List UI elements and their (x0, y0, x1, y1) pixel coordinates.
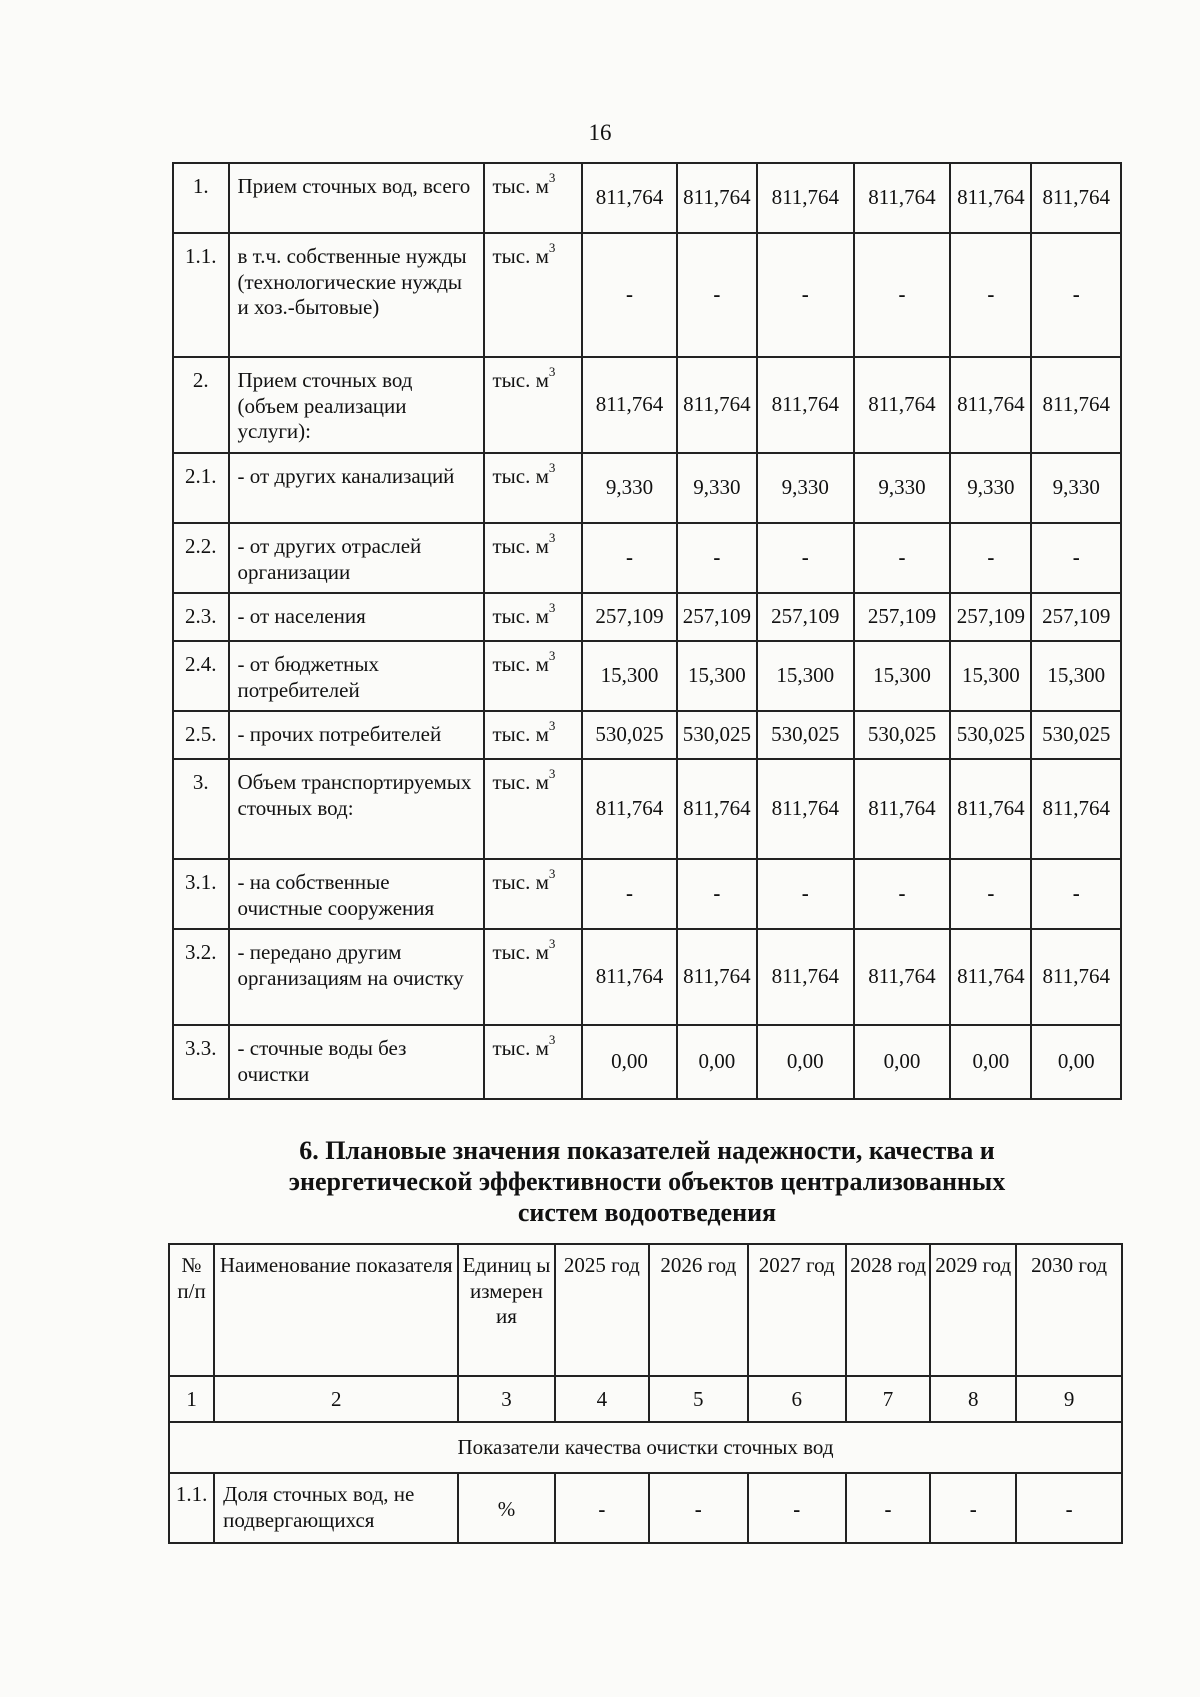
index-cell: 1 (169, 1376, 214, 1422)
row-value: 811,764 (582, 163, 677, 233)
header-year: 2026 год (649, 1244, 747, 1376)
row-value: - (950, 859, 1031, 929)
row-value: - (950, 233, 1031, 357)
row-unit (484, 523, 583, 593)
header-name: Наименование показателя (214, 1244, 458, 1376)
row-name: Объем транспортируемых сточных вод: (229, 759, 484, 859)
unit-text: тыс. м (492, 368, 549, 392)
row-value: - (582, 233, 677, 357)
row-value: - (930, 1473, 1016, 1543)
row-value: 811,764 (677, 163, 757, 233)
row-value: 257,109 (950, 593, 1031, 641)
row-value: - (757, 233, 854, 357)
unit-text: тыс. м (492, 174, 549, 198)
row-value: - (1031, 859, 1121, 929)
row-value: 15,300 (854, 641, 951, 711)
row-value: 15,300 (1031, 641, 1121, 711)
index-cell: 8 (930, 1376, 1016, 1422)
row-value: - (854, 523, 951, 593)
row-value: - (1031, 233, 1121, 357)
row-name: - на собственные очистные сооружения (229, 859, 484, 929)
unit-text: тыс. м (492, 464, 549, 488)
volume-row (173, 641, 1121, 711)
row-value: 811,764 (677, 357, 757, 453)
row-value: 257,109 (854, 593, 951, 641)
volume-row (173, 163, 1121, 233)
volume-row (173, 357, 1121, 453)
volume-row (173, 523, 1121, 593)
row-value: 530,025 (1031, 711, 1121, 759)
unit-superscript: 3 (548, 170, 556, 185)
unit-superscript: 3 (548, 766, 556, 781)
row-name: - сточные воды без очистки (229, 1025, 484, 1099)
row-value: 15,300 (950, 641, 1031, 711)
row-value: - (677, 859, 757, 929)
row-value: 9,330 (582, 453, 677, 523)
volume-row (173, 233, 1121, 357)
volume-row (173, 759, 1121, 859)
row-value: 811,764 (1031, 759, 1121, 859)
unit-superscript: 3 (548, 648, 556, 663)
row-value: 811,764 (950, 759, 1031, 859)
page-number: 16 (588, 120, 612, 145)
row-value: 811,764 (677, 759, 757, 859)
section-heading-line: энергетической эффективности объектов централизованных (288, 1167, 1006, 1197)
row-name: - от населения (229, 593, 484, 641)
row-value: 257,109 (1031, 593, 1121, 641)
row-value: - (677, 233, 757, 357)
row-unit (484, 1025, 583, 1099)
row-unit (484, 357, 583, 453)
header-num (169, 1244, 214, 1376)
row-value: - (950, 523, 1031, 593)
row-value: - (582, 859, 677, 929)
row-value: 9,330 (950, 453, 1031, 523)
row-name: - от бюджетных потребителей (229, 641, 484, 711)
row-unit: % (458, 1473, 554, 1543)
row-value: 811,764 (757, 759, 854, 859)
row-unit (484, 453, 583, 523)
volume-row (173, 1025, 1121, 1099)
row-value: - (846, 1473, 930, 1543)
row-value: - (854, 859, 951, 929)
row-value: 811,764 (854, 929, 951, 1025)
row-value: - (1031, 523, 1121, 593)
row-value: 811,764 (854, 163, 951, 233)
unit-superscript: 3 (548, 240, 556, 255)
header-year: 2025 год (555, 1244, 649, 1376)
index-cell: 2 (214, 1376, 458, 1422)
row-value: 811,764 (582, 357, 677, 453)
row-number: 2.1. (173, 453, 229, 523)
row-value: 9,330 (677, 453, 757, 523)
unit-superscript: 3 (548, 530, 556, 545)
header-row (169, 1244, 1122, 1376)
row-unit (484, 711, 583, 759)
row-value: 9,330 (854, 453, 951, 523)
row-value: 15,300 (582, 641, 677, 711)
row-value: - (748, 1473, 846, 1543)
volume-row (173, 453, 1121, 523)
row-value: 0,00 (677, 1025, 757, 1099)
unit-superscript: 3 (548, 460, 556, 475)
row-number: 2.2. (173, 523, 229, 593)
indicator-row (169, 1473, 1122, 1543)
row-name: Прием сточных вод (объем реализации услуги): (229, 357, 484, 453)
row-value: - (649, 1473, 747, 1543)
volume-row (173, 593, 1121, 641)
row-value: - (677, 523, 757, 593)
unit-superscript: 3 (548, 1032, 556, 1047)
row-value: - (757, 523, 854, 593)
row-name: - от других отраслей организации (229, 523, 484, 593)
row-number: 2.5. (173, 711, 229, 759)
row-value: 811,764 (950, 357, 1031, 453)
row-value: 811,764 (1031, 163, 1121, 233)
row-number: 1.1. (173, 233, 229, 357)
unit-superscript: 3 (548, 866, 556, 881)
header-year: 2028 год (846, 1244, 930, 1376)
volume-table-body (173, 163, 1121, 1099)
row-name: в т.ч. собственные нужды (технологические нужды и хоз.-бытовые) (229, 233, 484, 357)
row-value: 811,764 (677, 929, 757, 1025)
row-name: - передано другим организациям на очистку (229, 929, 484, 1025)
index-cell: 4 (555, 1376, 649, 1422)
row-number: 3.1. (173, 859, 229, 929)
row-value: 811,764 (757, 163, 854, 233)
row-value: 9,330 (1031, 453, 1121, 523)
volume-row (173, 859, 1121, 929)
row-number: 1.1. (169, 1473, 214, 1543)
row-value: - (555, 1473, 649, 1543)
index-cell: 5 (649, 1376, 747, 1422)
row-number: 3.2. (173, 929, 229, 1025)
row-value: 811,764 (950, 929, 1031, 1025)
row-name: - прочих потребителей (229, 711, 484, 759)
row-value: 0,00 (1031, 1025, 1121, 1099)
row-value: - (582, 523, 677, 593)
indicators-table (168, 1243, 1123, 1544)
row-number: 1. (173, 163, 229, 233)
unit-text: тыс. м (492, 1036, 549, 1060)
row-value: 15,300 (677, 641, 757, 711)
header-year: 2030 год (1016, 1244, 1122, 1376)
header-num-line: п/п (177, 1278, 206, 1303)
unit-text: тыс. м (492, 604, 549, 628)
row-value: 811,764 (854, 759, 951, 859)
row-value: 811,764 (1031, 357, 1121, 453)
row-value: 811,764 (757, 357, 854, 453)
row-value: 811,764 (582, 759, 677, 859)
row-value: 530,025 (757, 711, 854, 759)
row-number: 3. (173, 759, 229, 859)
row-value: 811,764 (757, 929, 854, 1025)
section-title: Показатели качества очистки сточных вод (169, 1422, 1122, 1474)
row-number: 2.3. (173, 593, 229, 641)
header-unit: Единиц ы измерен ия (458, 1244, 554, 1376)
row-value: 811,764 (950, 163, 1031, 233)
section-row (169, 1422, 1122, 1474)
row-unit (484, 593, 583, 641)
unit-superscript: 3 (548, 936, 556, 951)
index-cell: 9 (1016, 1376, 1122, 1422)
section-6-heading (172, 1135, 1122, 1229)
row-value: 811,764 (1031, 929, 1121, 1025)
row-value: 0,00 (950, 1025, 1031, 1099)
row-value: - (854, 233, 951, 357)
row-number: 2.4. (173, 641, 229, 711)
row-value: 530,025 (950, 711, 1031, 759)
row-value: 530,025 (854, 711, 951, 759)
section-heading-line: систем водоотведения (517, 1198, 777, 1228)
unit-text: тыс. м (492, 770, 549, 794)
row-name: Доля сточных вод, не подвергающихся (214, 1473, 458, 1543)
row-value: 257,109 (582, 593, 677, 641)
row-value: 0,00 (757, 1025, 854, 1099)
row-value: 0,00 (854, 1025, 951, 1099)
header-num-line: № (181, 1253, 202, 1277)
unit-text: тыс. м (492, 652, 549, 676)
row-value: - (757, 859, 854, 929)
row-value: 257,109 (677, 593, 757, 641)
row-value: 0,00 (582, 1025, 677, 1099)
row-name: - от других канализаций (229, 453, 484, 523)
row-unit (484, 929, 583, 1025)
unit-superscript: 3 (548, 600, 556, 615)
row-value: 15,300 (757, 641, 854, 711)
wastewater-volume-table (172, 162, 1122, 1100)
row-value: 811,764 (854, 357, 951, 453)
row-value: - (1016, 1473, 1122, 1543)
unit-text: тыс. м (492, 244, 549, 268)
unit-text: тыс. м (492, 534, 549, 558)
row-value: 811,764 (582, 929, 677, 1025)
unit-superscript: 3 (548, 364, 556, 379)
row-unit (484, 641, 583, 711)
row-unit (484, 859, 583, 929)
row-number: 2. (173, 357, 229, 453)
row-value: 530,025 (582, 711, 677, 759)
header-year: 2027 год (748, 1244, 846, 1376)
unit-text: тыс. м (492, 722, 549, 746)
unit-text: тыс. м (492, 870, 549, 894)
row-number: 3.3. (173, 1025, 229, 1099)
unit-text: тыс. м (492, 940, 549, 964)
row-value: 530,025 (677, 711, 757, 759)
row-unit (484, 163, 583, 233)
index-cell: 6 (748, 1376, 846, 1422)
header-year: 2029 год (930, 1244, 1016, 1376)
row-unit (484, 759, 583, 859)
section-heading-line: 6. Плановые значения показателей надежности, качества и (299, 1136, 995, 1165)
volume-row (173, 929, 1121, 1025)
index-cell: 7 (846, 1376, 930, 1422)
column-index-row (169, 1376, 1122, 1422)
unit-superscript: 3 (548, 718, 556, 733)
volume-row (173, 711, 1121, 759)
row-name: Прием сточных вод, всего (229, 163, 484, 233)
index-cell: 3 (458, 1376, 554, 1422)
row-value: 257,109 (757, 593, 854, 641)
row-unit (484, 233, 583, 357)
row-value: 9,330 (757, 453, 854, 523)
